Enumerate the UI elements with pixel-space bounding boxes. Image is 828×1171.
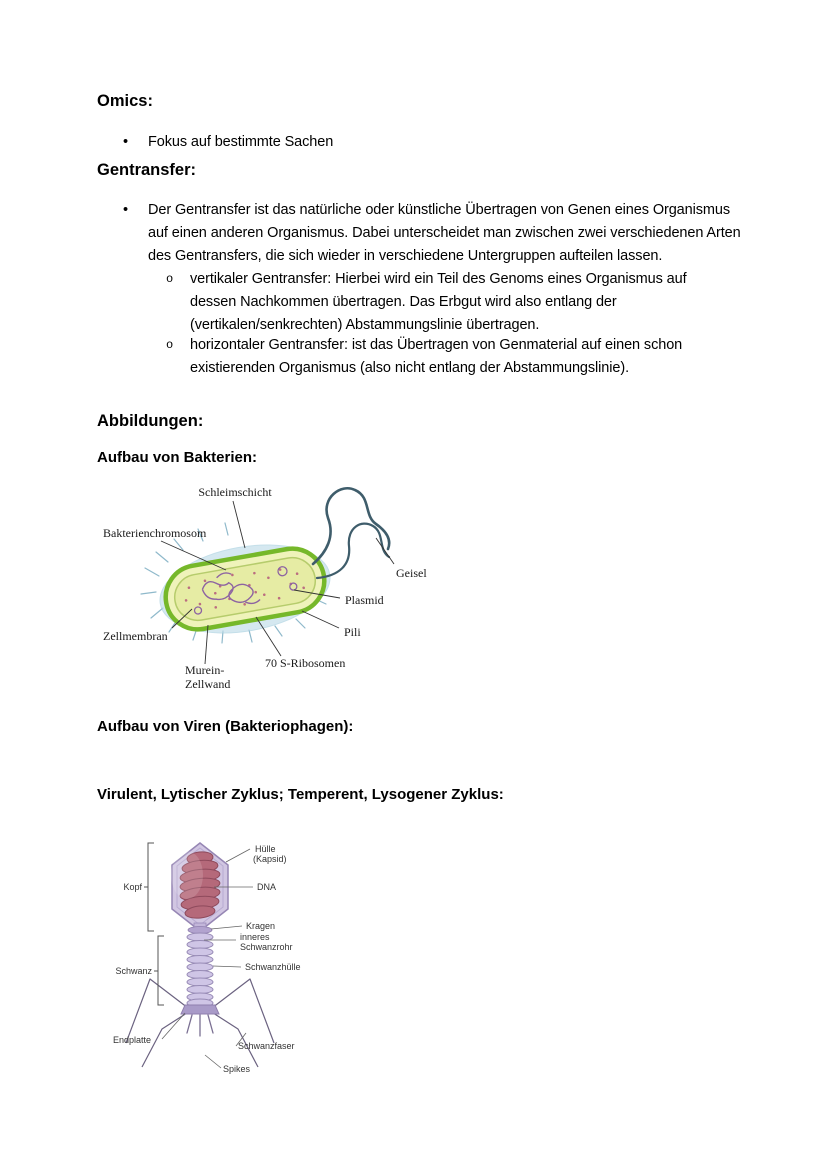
label-ribosomen: 70 S-Ribosomen: [265, 656, 346, 670]
baseplate: [181, 1005, 219, 1014]
label-plasmid: Plasmid: [345, 593, 384, 607]
gentransfer-intro-text: Der Gentransfer ist das natürliche oder künstliche Übertragen von Genen eines Organismus auf einen anderen Organismus. Dabei unterscheidet man zwischen zwei verschiedenen Arten des Gentransfers, die sich wieder in verschiedene Untergruppen aufteilen lassen.: [148, 202, 741, 264]
label-huelle: Hülle: [255, 844, 276, 854]
collar: [188, 927, 212, 934]
label-kapsid: (Kapsid): [253, 854, 287, 864]
vertikaler-gentransfer-item: [166, 268, 730, 337]
label-geisel: Geisel: [396, 566, 427, 580]
head-sheen: [171, 851, 203, 899]
label-zellmembran: Zellmembran: [103, 629, 168, 643]
label-murein-2: Zellwand: [185, 677, 231, 691]
heading-aufbau-bakterien: Aufbau von Bakterien:: [97, 449, 258, 466]
label-spikes: Spikes: [223, 1064, 251, 1074]
omics-bullet-text: Fokus auf bestimmte Sachen: [148, 134, 334, 150]
horizontaler-gentransfer-text: horizontaler Gentransfer: ist das Übertragen von Genmaterial auf einen schon existierenden Organismus (also nicht entlang der Abstammungslinie).: [190, 337, 683, 376]
label-kopf: Kopf: [123, 882, 142, 892]
label-pili: Pili: [344, 625, 361, 639]
omics-bullet-item: [123, 131, 748, 154]
label-dna: DNA: [257, 882, 277, 892]
label-kragen: Kragen: [246, 921, 276, 931]
heading-aufbau-viren: Aufbau von Viren (Bakteriophagen):: [97, 718, 354, 735]
label-schleimschicht: Schleimschicht: [198, 485, 272, 499]
spike-prongs: [187, 1015, 213, 1036]
vertikaler-gentransfer-text: vertikaler Gentransfer: Hierbei wird ein Teil des Genoms eines Organismus auf dessen Nachkommen übertragen. Das Erbgut wird also entlang der (vertikalen/senkrechten) Abstammungslinie übertragen.: [190, 271, 687, 333]
heading-gentransfer: Gentransfer:: [97, 161, 197, 179]
bullet-marker: •: [123, 134, 128, 150]
label-murein-1: Murein-: [185, 663, 225, 677]
heading-zyklus: Virulent, Lytischer Zyklus; Temperent, Lysogener Zyklus:: [97, 786, 504, 803]
label-schwanzhuelle: Schwanzhülle: [245, 962, 301, 972]
section-brackets: [144, 843, 164, 1005]
phage-diagram: [100, 833, 320, 1085]
label-schwanz: Schwanz: [115, 966, 152, 976]
sub-bullet-marker: o: [166, 272, 174, 286]
label-schwanzfaser: Schwanzfaser: [238, 1041, 295, 1051]
bacteria-diagram: [95, 478, 435, 706]
label-inneres: inneres: [240, 932, 270, 942]
heading-abbildungen: Abbildungen:: [97, 412, 204, 430]
bullet-marker: •: [123, 202, 128, 218]
heading-omics: Omics:: [97, 92, 153, 110]
sub-bullet-marker: o: [166, 338, 174, 352]
tail-sheath: [187, 933, 213, 1007]
label-endplatte: Endplatte: [113, 1035, 152, 1045]
gentransfer-intro-item: [123, 199, 748, 268]
label-schwanzrohr: Schwanzrohr: [240, 942, 293, 952]
label-bakterienchromosom: Bakterienchromosom: [103, 526, 207, 540]
horizontaler-gentransfer-item: [166, 334, 730, 380]
